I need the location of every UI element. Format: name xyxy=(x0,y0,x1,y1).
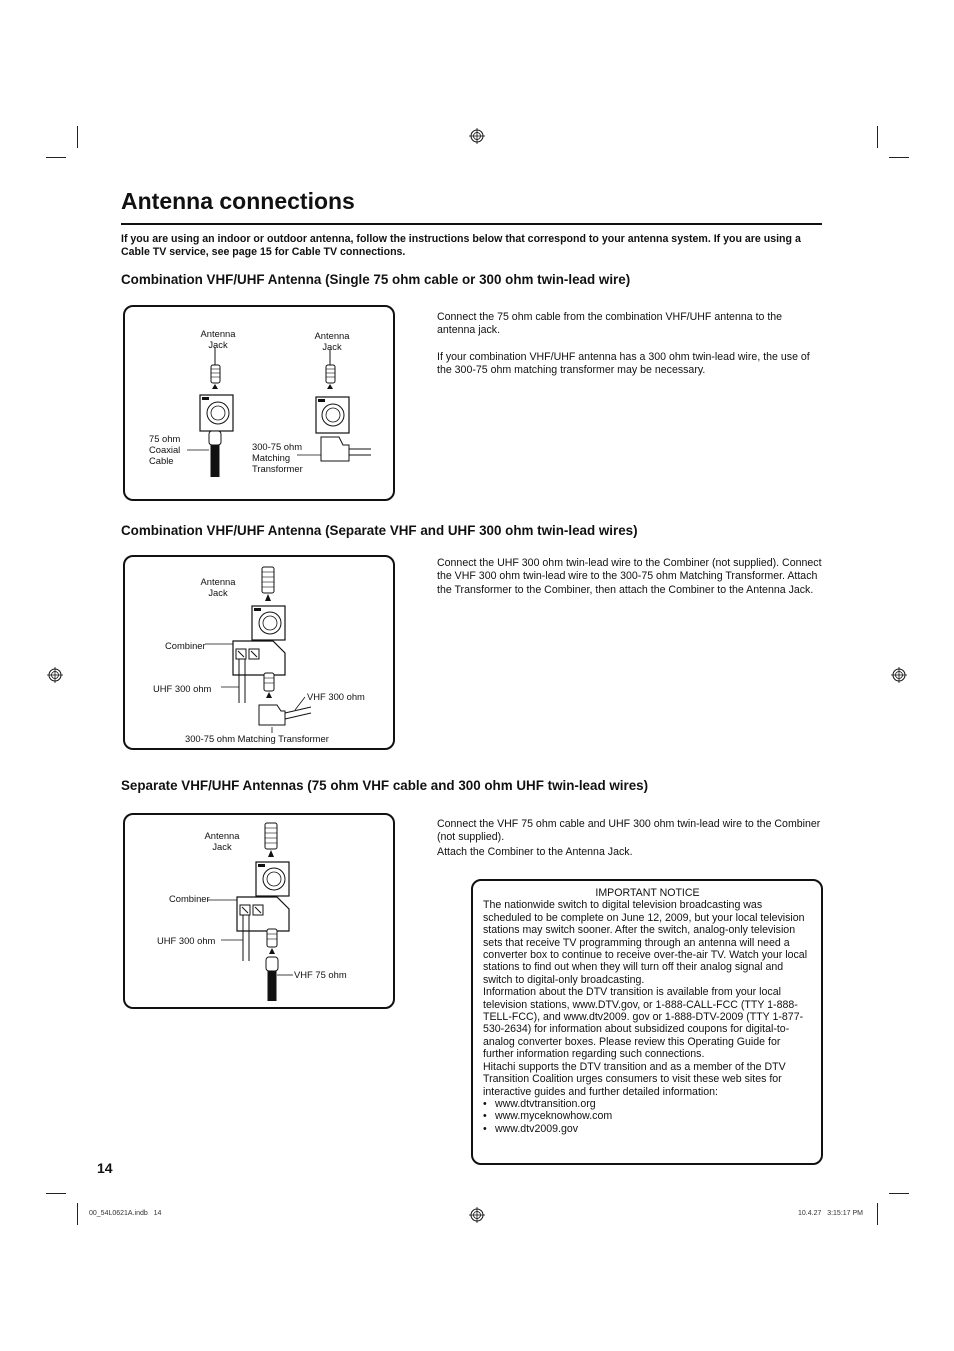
registration-mark-icon xyxy=(891,667,907,683)
section2-heading: Combination VHF/UHF Antenna (Separate VHF and UHF 300 ohm twin-lead wires) xyxy=(121,523,638,538)
title-rule xyxy=(121,223,822,225)
crop-mark xyxy=(46,1193,66,1194)
antenna-jack-label: Antenna Jack xyxy=(200,328,236,350)
uhf-300-ohm-label: UHF 300 ohm xyxy=(153,683,212,694)
combiner-coax-illustration xyxy=(125,815,397,1011)
section2-diagram xyxy=(123,555,395,750)
section1-description xyxy=(437,311,822,377)
registration-mark-icon xyxy=(469,128,485,144)
crop-mark xyxy=(877,1203,878,1225)
combiner-label: Combiner xyxy=(169,893,210,904)
section1-diagram xyxy=(123,305,395,501)
vhf-75-ohm-label: VHF 75 ohm xyxy=(294,969,347,980)
section1-para1: Connect the 75 ohm cable from the combination VHF/UHF antenna to the antenna jack. xyxy=(437,311,783,337)
page-title: Antenna connections xyxy=(121,188,355,214)
section3-description xyxy=(437,818,822,859)
notice-para2: Information about the DTV transition is available from your local television stations, www.DTV.gov, or 1-888-CALL-FCC (TTY 1-888-TELL-FCC), and www.dtv2009. gov or 1-888-DTV-2009 (TTY 1-877-530-2634) for information about subsidized coupons for digital-to-analog converter boxes. Please review this Operating Guide for further information regarding such connections. xyxy=(483,986,804,1061)
vhf-300-ohm-label: VHF 300 ohm xyxy=(307,691,365,702)
section3-diagram xyxy=(123,813,395,1009)
matching-transformer-label: 300-75 ohm Matching Transformer xyxy=(185,733,329,744)
notice-title: IMPORTANT NOTICE xyxy=(595,887,700,899)
important-notice-box xyxy=(471,879,823,1165)
matching-transformer-label: 300-75 ohm Matching Transformer xyxy=(252,441,303,474)
antenna-jack-label: Antenna Jack xyxy=(200,576,236,598)
crop-mark xyxy=(877,126,878,148)
notice-link-list xyxy=(483,1098,812,1135)
intro-text: If you are using an indoor or outdoor antenna, follow the instructions below that correspond to your antenna system. If you are using a Cable TV service, see page 15 for Cable TV connections. xyxy=(121,233,801,258)
crop-mark xyxy=(889,157,909,158)
crop-mark xyxy=(77,1203,78,1225)
uhf-300-ohm-label: UHF 300 ohm xyxy=(157,935,216,946)
notice-link[interactable]: • www.dtv2009.gov xyxy=(483,1123,812,1135)
notice-link[interactable]: • www.myceknowhow.com xyxy=(483,1110,812,1122)
registration-mark-icon xyxy=(47,667,63,683)
notice-link[interactable]: • www.dtvtransition.org xyxy=(483,1098,812,1110)
footer-timestamp: 10.4.27 3:15:17 PM xyxy=(798,1210,863,1217)
antenna-jack-label: Antenna Jack xyxy=(314,330,350,352)
coaxial-cable-label: 75 ohm Coaxial Cable xyxy=(149,433,181,466)
section1-heading: Combination VHF/UHF Antenna (Single 75 ohm cable or 300 ohm twin-lead wire) xyxy=(121,272,631,287)
section2-description xyxy=(437,557,822,597)
registration-mark-icon xyxy=(469,1207,485,1223)
section1-para2: If your combination VHF/UHF antenna has a 300 ohm twin-lead wire, the use of the 300-75 ohm matching transformer may be necessary. xyxy=(437,350,810,376)
crop-mark xyxy=(46,157,66,158)
page-number: 14 xyxy=(97,1160,113,1176)
crop-mark xyxy=(889,1193,909,1194)
notice-para1: The nationwide switch to digital television broadcasting was scheduled to be complete on June 12, 2009, but your local television stations may switch sooner. After the switch, analog-only television sets that receive TV programming through an antenna will need a converter box to continue to receive over-the-air TV. Watch your local stations to find out when they will turn off their analog signal and switch to digital-only broadcasting. xyxy=(483,899,808,986)
section2-para1: Connect the UHF 300 ohm twin-lead wire to the Combiner (not supplied). Connect the VHF 300 ohm twin-lead wire to the 300-75 ohm Matching Transformer. Attach the Transformer to the Combiner, then attach the Combiner to the Antenna Jack. xyxy=(437,557,822,596)
antenna-jack-label: Antenna Jack xyxy=(204,830,240,852)
section3-para1: Connect the VHF 75 ohm cable and UHF 300 ohm twin-lead wire to the Combiner (not supplied). xyxy=(437,818,821,844)
combiner-label: Combiner xyxy=(165,640,206,651)
crop-mark xyxy=(77,126,78,148)
combiner-transformer-illustration xyxy=(125,557,397,752)
footer-file-name: 00_54L0621A.indb 14 xyxy=(89,1210,162,1217)
section3-heading: Separate VHF/UHF Antennas (75 ohm VHF cable and 300 ohm UHF twin-lead wires) xyxy=(121,778,649,793)
section3-para2: Attach the Combiner to the Antenna Jack. xyxy=(437,845,633,858)
notice-para3: Hitachi supports the DTV transition and as a member of the DTV Transition Coalition urges consumers to visit these web sites for interactive guides and further detailed information: xyxy=(483,1060,786,1098)
